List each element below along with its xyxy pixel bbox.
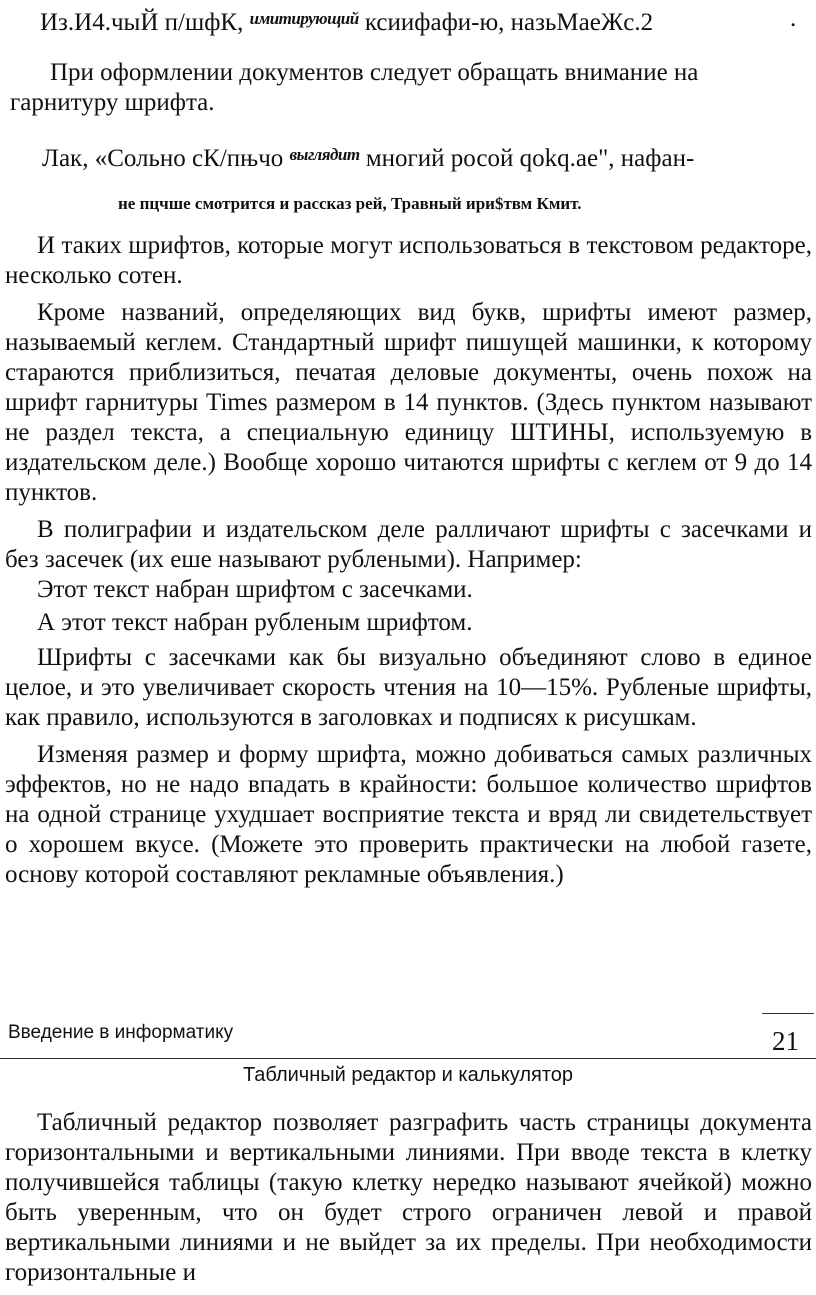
page-number: 21 bbox=[772, 1026, 799, 1056]
footer-title: Введение в информатику bbox=[8, 1022, 234, 1043]
section-body bbox=[5, 1108, 812, 1288]
paragraph-7: Изменяя размер и форму шрифта, можно добиваться самых различных эффектов, но не надо впадать в крайности: большое количество шрифтов на одной странице ухудшает восприятие текста и вряд ли свидетельствует о хорошем вкусе. (Можете это проверить практически на любой газете, основу которой составляют рекламные объявления.) bbox=[5, 741, 812, 888]
section-paragraph-1: Табличный редактор позволяет разграфить часть страницы документа горизонтальными и вертикальными линиями. При вводе текста в клетку получившейся таблицы (такую клетку нередко называют ячейкой) можно быть уверенным, что он будет строго ограничен левой и правой вертикальными линиями и не выйдет за их пределы. При необходимости горизонтальные и bbox=[5, 1109, 812, 1286]
header-line-1-end: ксиифафи-ю, назьМаеЖс.2 bbox=[364, 9, 654, 36]
footer-rule-bottom bbox=[0, 1058, 816, 1059]
paragraph-6: Шрифты с засечками как бы визуально объединяют слово в единое целое, и это увеличивает скорость чтения на 10—15%. Рубленые шрифты, как правило, используются в заголовках и подписях к рисушкам. bbox=[5, 644, 812, 731]
body-text bbox=[5, 231, 812, 890]
header-line-3-script: выглядит bbox=[289, 145, 360, 164]
section-title: Табличный редактор и калькулятор bbox=[242, 1064, 574, 1086]
paragraph-4: Этот текст набран шрифтом с засечками. bbox=[37, 576, 473, 603]
header-line-3-end: многий росой qokq.ae", нафан- bbox=[365, 145, 695, 172]
paragraph-5: А этот текст набран рубленым шрифтом. bbox=[37, 609, 473, 636]
header-line-4: не пцчше смотрится и рассказ рей, Травный ири$твм Кмит. bbox=[118, 194, 582, 213]
header-line-1 bbox=[40, 4, 653, 38]
header-line-1-dot: . bbox=[790, 5, 797, 32]
intro-line-1: При оформлении документов следует обращать внимание на bbox=[50, 59, 699, 86]
footer-rule-top bbox=[762, 1013, 814, 1014]
paragraph-3: В полиграфии и издательском деле ралличают шрифты с засечками и без засечек (их еше называют рублеными). Например: bbox=[5, 516, 812, 573]
paragraph-2: Кроме названий, определяющих вид букв, шрифты имеют размер, называемый кеглем. Стандартный шрифт пишущей машинки, к которому стараются приблизиться, печатая деловые документы, очень похож на шрифт гарнитуры Times размером в 14 пунктов. (Здесь пунктом называют не раздел текста, а специальную единицу ШТИНЫ, используемую в издательском деле.) Вообще хорошо читаются шрифты с кеглем от 9 до 14 пунктов. bbox=[5, 299, 812, 506]
intro-line-2: гарнитуру шрифта. bbox=[10, 89, 215, 116]
paragraph-1: И таких шрифтов, которые могут использоваться в текстовом редакторе, несколько сотен. bbox=[5, 232, 812, 289]
header-line-3-start: Лак, «Сольно сК/пњчо bbox=[42, 145, 284, 172]
header-line-1-script: имитирующий bbox=[249, 9, 359, 28]
header-line-3 bbox=[42, 140, 694, 174]
header-line-1-start: Из.И4.чыЙ п/шфК, bbox=[40, 9, 244, 36]
